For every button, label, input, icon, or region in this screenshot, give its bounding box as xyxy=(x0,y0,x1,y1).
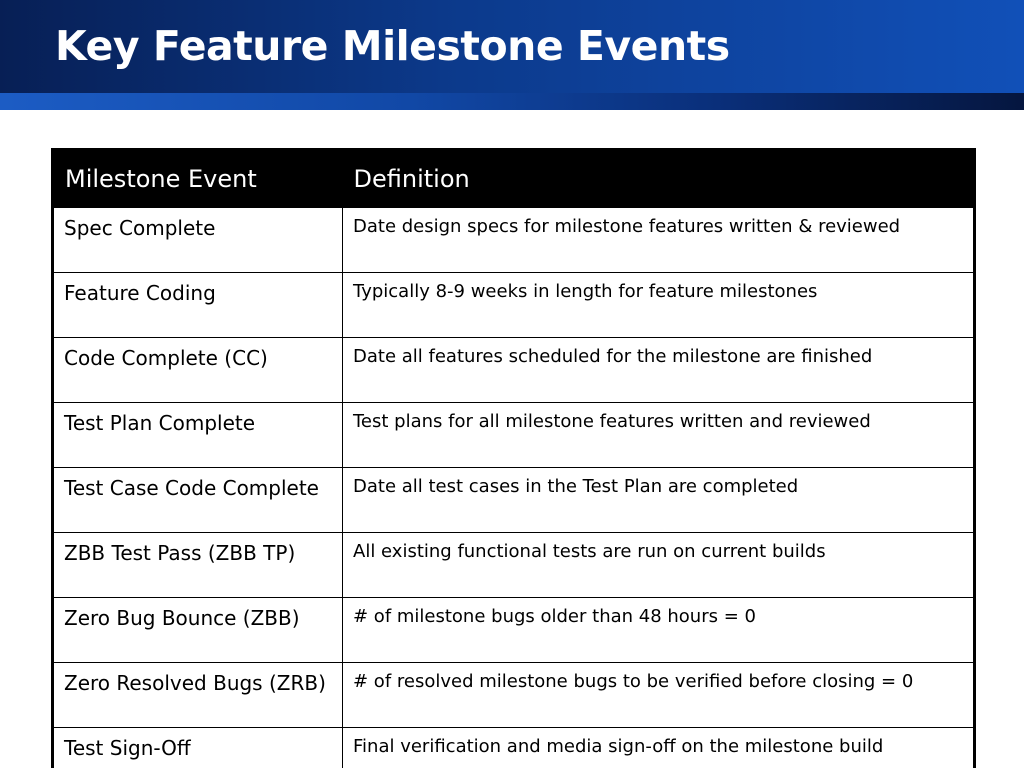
definition-cell: Test plans for all milestone features written and reviewed xyxy=(343,403,975,468)
milestone-event-cell: Spec Complete xyxy=(53,208,343,273)
column-header-milestone-event: Milestone Event xyxy=(53,150,343,208)
table-header-row xyxy=(53,150,975,208)
table-row xyxy=(53,338,975,403)
table-row xyxy=(53,663,975,728)
definition-cell: Typically 8-9 weeks in length for feature milestones xyxy=(343,273,975,338)
milestone-event-cell: Zero Resolved Bugs (ZRB) xyxy=(53,663,343,728)
table-row xyxy=(53,468,975,533)
milestone-event-cell: Zero Bug Bounce (ZBB) xyxy=(53,598,343,663)
table-row xyxy=(53,273,975,338)
title-banner-stripe xyxy=(0,93,1024,110)
definition-cell: Final verification and media sign-off on the milestone build xyxy=(343,728,975,768)
milestone-event-cell: ZBB Test Pass (ZBB TP) xyxy=(53,533,343,598)
definition-cell: Date all features scheduled for the milestone are finished xyxy=(343,338,975,403)
title-banner xyxy=(0,0,1024,93)
milestone-event-cell: Code Complete (CC) xyxy=(53,338,343,403)
milestone-event-cell: Feature Coding xyxy=(53,273,343,338)
slide-title: Key Feature Milestone Events xyxy=(55,22,730,70)
table-row xyxy=(53,208,975,273)
column-header-definition: Definition xyxy=(343,150,975,208)
definition-cell: All existing functional tests are run on current builds xyxy=(343,533,975,598)
definition-cell: Date all test cases in the Test Plan are completed xyxy=(343,468,975,533)
milestone-event-cell: Test Sign-Off xyxy=(53,728,343,768)
milestone-table xyxy=(51,148,976,768)
milestone-event-cell: Test Plan Complete xyxy=(53,403,343,468)
milestone-event-cell: Test Case Code Complete xyxy=(53,468,343,533)
table-row xyxy=(53,598,975,663)
definition-cell: Date design specs for milestone features written & reviewed xyxy=(343,208,975,273)
definition-cell: # of resolved milestone bugs to be verified before closing = 0 xyxy=(343,663,975,728)
table-row xyxy=(53,728,975,768)
table-row xyxy=(53,403,975,468)
definition-cell: # of milestone bugs older than 48 hours = 0 xyxy=(343,598,975,663)
table-row xyxy=(53,533,975,598)
